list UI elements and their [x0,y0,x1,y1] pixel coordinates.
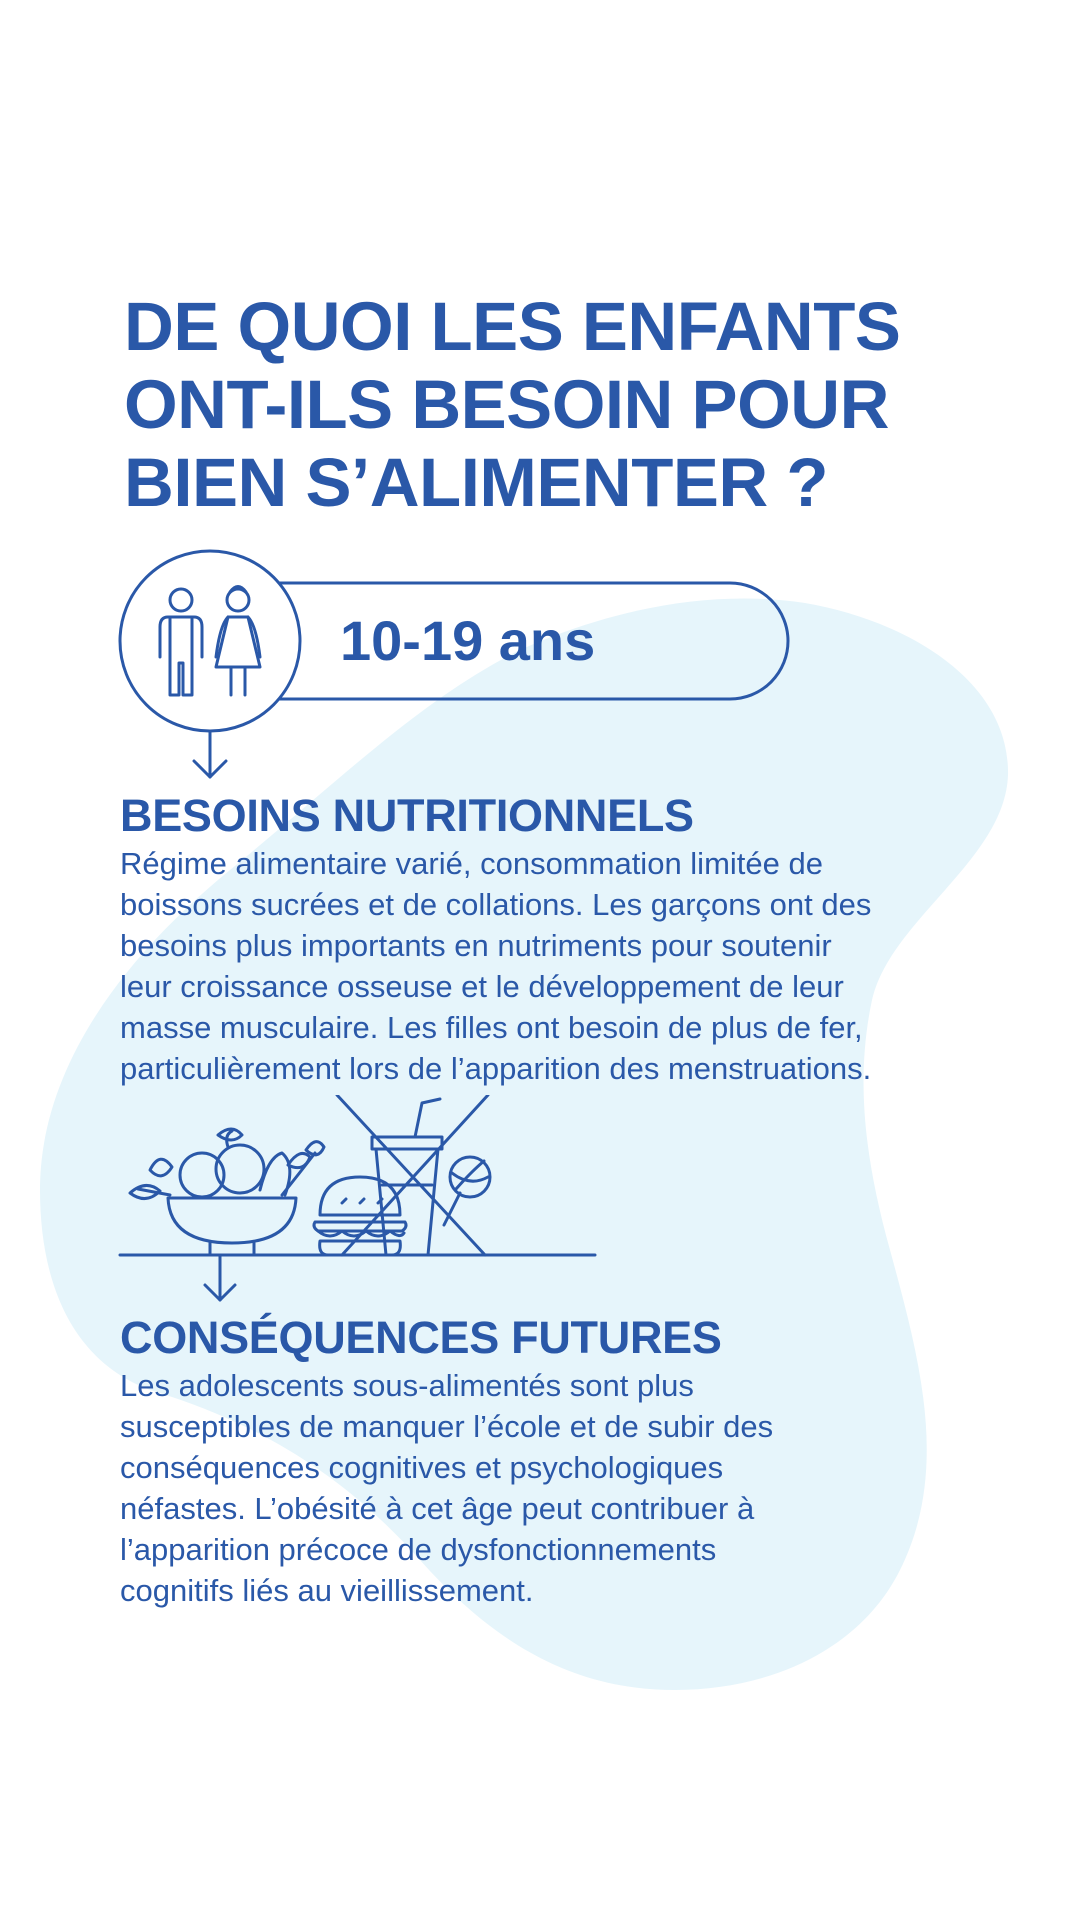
headline-line: BIEN S’ALIMENTER ? [124,444,829,521]
text-line: susceptibles de manquer l’école et de subir des [120,1409,774,1444]
text-line: conséquences cognitives et psychologiques [120,1450,724,1485]
page-headline [124,288,900,522]
text-line: besoins plus importants en nutriments pour soutenir [120,928,832,963]
burger-icon [314,1177,406,1255]
text-line: Régime alimentaire varié, consommation limitée de [120,846,823,881]
nutritional-needs-text [120,843,871,1089]
headline-line: DE QUOI LES ENFANTS [124,288,901,365]
age-group-label: 10-19 ans [340,609,596,672]
text-line: cognitifs liés au vieillissement. [120,1573,534,1608]
text-line: particulièrement lors de l’apparition des menstruations. [120,1051,872,1086]
future-consequences-title: CONSÉQUENCES FUTURES [120,1312,722,1363]
arrow-down-icon [194,731,226,777]
text-line: Les adolescents sous-alimentés sont plus [120,1368,694,1403]
text-line: l’apparition précoce de dysfonctionnements [120,1532,717,1567]
nutritional-needs-title: BESOINS NUTRITIONNELS [120,790,694,841]
arrow-down-icon [205,1255,235,1300]
text-line: masse musculaire. Les filles ont besoin de plus de fer, [120,1010,863,1045]
text-line: boissons sucrées et de collations. Les garçons ont des [120,887,872,922]
future-consequences-text [120,1365,773,1611]
fruit-bowl-icon [130,1129,324,1255]
text-line: leur croissance osseuse et le développement de leur [120,969,844,1004]
age-icon-circle [120,551,300,731]
lollipop-icon [444,1157,490,1225]
text-line: néfastes. L’obésité à cet âge peut contribuer à [120,1491,755,1526]
food-illustration [110,1095,610,1305]
soda-cup-icon [372,1099,442,1255]
headline-line: ONT-ILS BESOIN POUR [124,366,889,443]
